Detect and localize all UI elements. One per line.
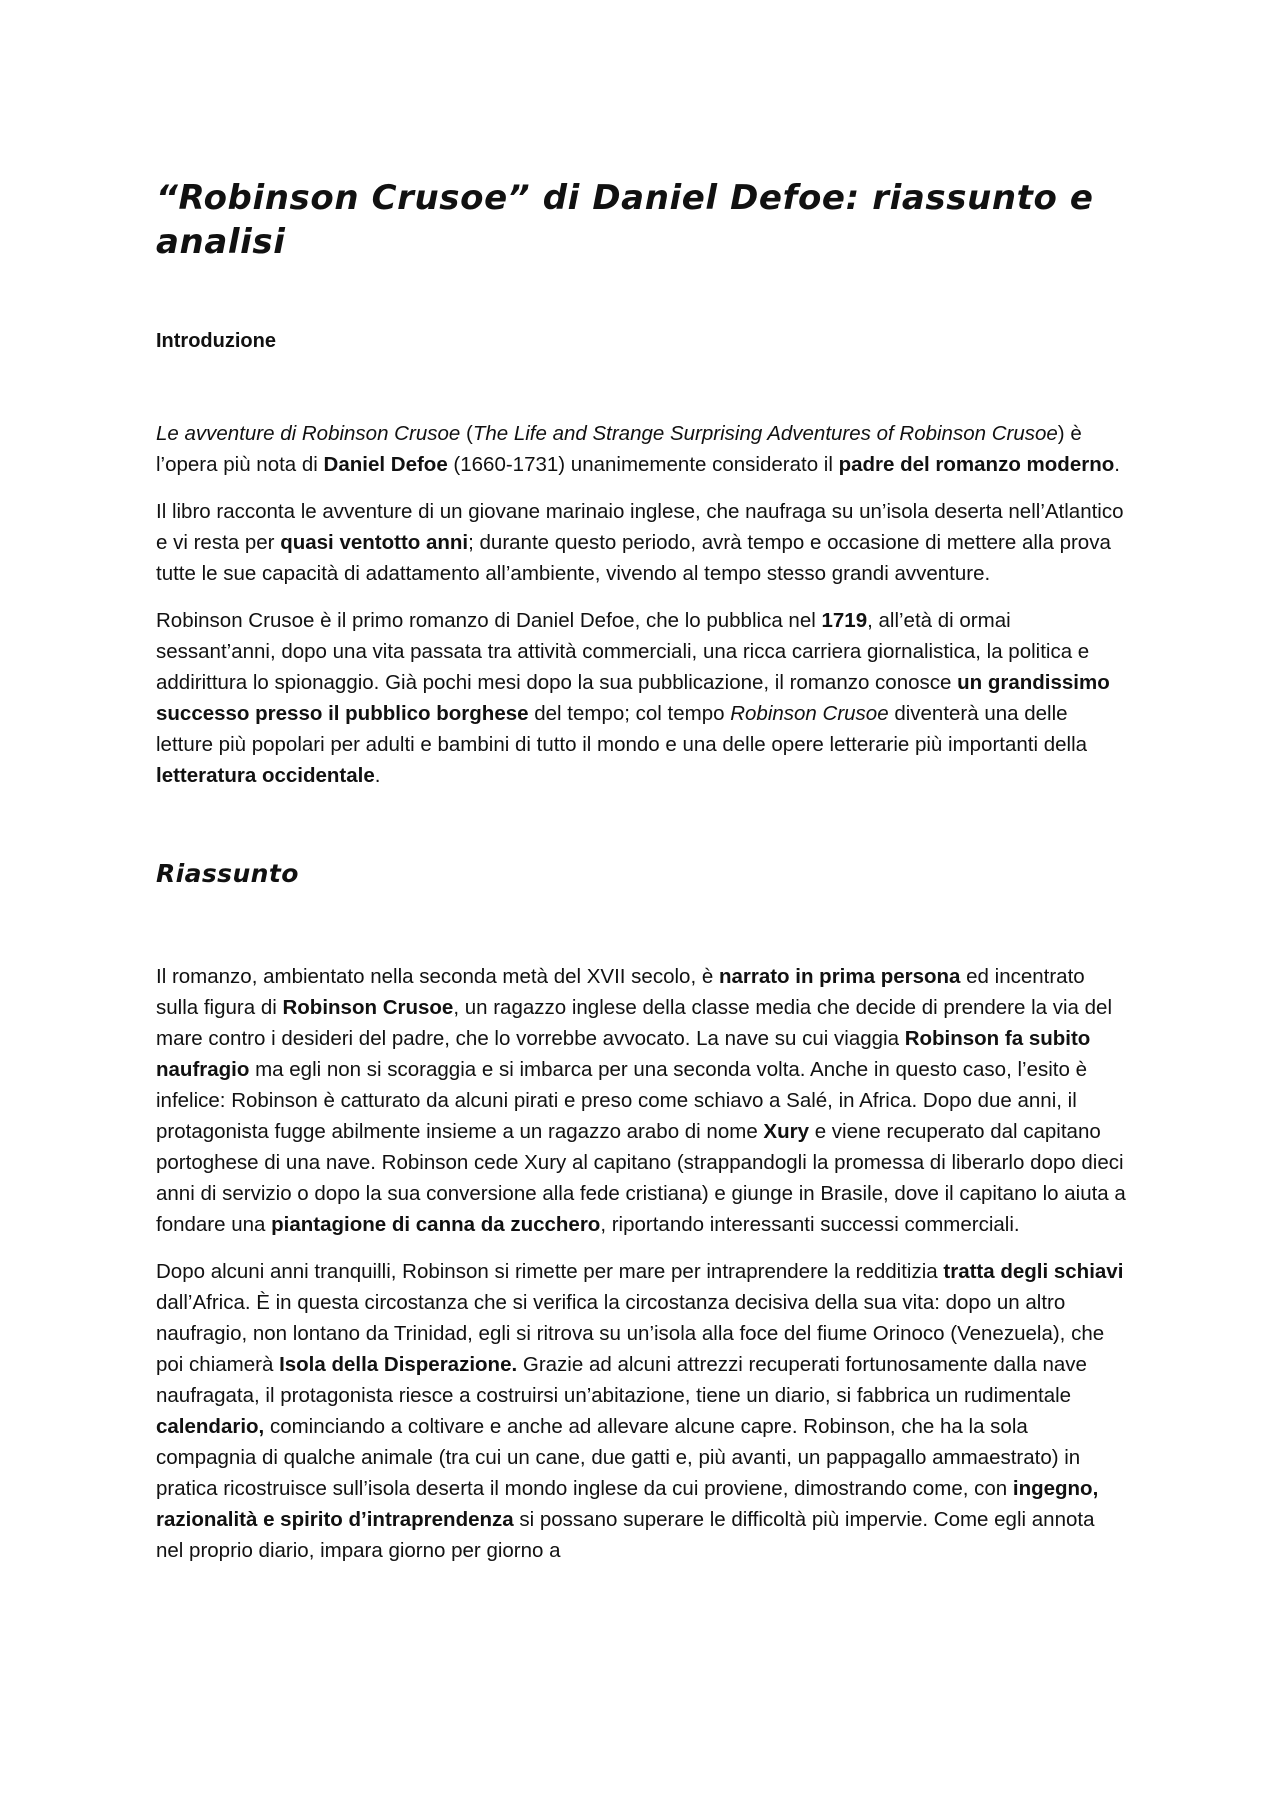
document-title: “Robinson Crusoe” di Daniel Defoe: riassunto e analisi: [156, 178, 1094, 262]
text-run: si possano superare le difficoltà più impervie. Come egli annota nel proprio diario, impara giorno per giorno a: [156, 1508, 1095, 1562]
text-run: (: [460, 422, 473, 445]
text-run: , riportando interessanti successi commerciali.: [600, 1213, 1020, 1236]
bold-text: piantagione di canna da zucchero: [271, 1213, 601, 1236]
text-run: ed incentrato sulla figura di: [156, 965, 1085, 1019]
text-run: (1660-1731) unanimemente considerato il: [447, 453, 839, 476]
summary-section: [156, 961, 1126, 1566]
bold-text: Robinson fa subito naufragio: [156, 1027, 1091, 1081]
summary-heading: Riassunto: [156, 859, 299, 888]
text-run: .: [1114, 453, 1120, 476]
bold-text: narrato in prima persona: [718, 965, 961, 988]
bold-text: ingegno, razionalità e spirito d’intraprendenza: [156, 1477, 1099, 1531]
paragraph: [156, 418, 1126, 480]
italic-text: The Life and Strange Surprising Adventures of Robinson Crusoe: [472, 422, 1058, 445]
paragraph: [156, 961, 1126, 1240]
paragraph: [156, 605, 1126, 791]
bold-text: Daniel Defoe: [323, 453, 448, 476]
bold-text: Xury: [763, 1120, 809, 1143]
text-run: del tempo; col tempo: [528, 702, 731, 725]
text-run: cominciando a coltivare e anche ad allevare alcune capre. Robinson, che ha la sola compagnia di qualche animale (tra cui un cane, due gatti e, più avanti, un pappagallo ammaestrato) in pratica ricostruisce sull’isola deserta il mondo inglese da cui proviene, dimostrando come, con: [156, 1415, 1081, 1500]
bold-text: Robinson Crusoe: [282, 996, 454, 1019]
document-content: [156, 176, 1126, 1566]
bold-text: 1719: [821, 609, 868, 632]
text-run: ; durante questo periodo, avrà tempo e occasione di mettere alla prova tutte le sue capacità di adattamento all’ambiente, vivendo al tempo stesso grandi avventure.: [156, 531, 1111, 585]
bold-text: letteratura occidentale: [156, 764, 375, 787]
bold-text: padre del romanzo moderno: [838, 453, 1115, 476]
intro-section: [156, 418, 1126, 791]
paragraph: [156, 1256, 1126, 1566]
paragraph: [156, 496, 1126, 589]
text-run: dall’Africa. È in questa circostanza che si verifica la circostanza decisiva della sua vita: dopo un altro naufragio, non lontano da Trinidad, egli si ritrova su un’isola alla foce del fiume Orinoco (Venezuela), che poi chiamerà: [156, 1291, 1105, 1376]
italic-text: Le avventure di Robinson Crusoe: [156, 422, 461, 445]
text-run: e viene recuperato dal capitano portoghese di una nave. Robinson cede Xury al capitano (strappandogli la promessa di liberarlo dopo dieci anni di servizio o dopo la sua conversione alla fede cristiana) e giunge in Brasile, dove il capitano lo aiuta a fondare una: [156, 1120, 1126, 1236]
text-run: , all’età di ormai sessant’anni, dopo una vita passata tra attività commerciali, una ricca carriera giornalistica, la politica e addirittura lo spionaggio. Già pochi mesi dopo la sua pubblicazione, il romanzo conosce: [156, 609, 1090, 694]
text-run: Il romanzo, ambientato nella seconda metà del XVII secolo, è: [156, 965, 719, 988]
bold-text: tratta degli schiavi: [943, 1260, 1124, 1283]
bold-text: Isola della Disperazione.: [279, 1353, 518, 1376]
bold-text: calendario,: [156, 1415, 265, 1438]
bold-text: un grandissimo successo presso il pubblico borghese: [156, 671, 1110, 725]
text-run: diventerà una delle letture più popolari per adulti e bambini di tutto il mondo e una delle opere letterarie più importanti della: [156, 702, 1088, 756]
text-run: ma egli non si scoraggia e si imbarca per una seconda volta. Anche in questo caso, l’esito è infelice: Robinson è catturato da alcuni pirati e preso come schiavo a Salé, in Africa. Dopo due anni, il protagonista fugge abilmente insieme a un ragazzo arabo di nome: [156, 1058, 1087, 1143]
italic-text: Robinson Crusoe: [730, 702, 889, 725]
text-run: Robinson Crusoe è il primo romanzo di Daniel Defoe, che lo pubblica nel: [156, 609, 822, 632]
text-run: Dopo alcuni anni tranquilli, Robinson si rimette per mare per intraprendere la redditizia: [156, 1260, 944, 1283]
text-run: Grazie ad alcuni attrezzi recuperati fortunosamente dalla nave naufragata, il protagonista riesce a costruirsi un’abitazione, tiene un diario, si fabbrica un rudimentale: [156, 1353, 1087, 1407]
text-run: , un ragazzo inglese della classe media che decide di prendere la via del mare contro i desideri del padre, che lo vorrebbe avvocato. La nave su cui viaggia: [156, 996, 1113, 1050]
bold-text: quasi ventotto anni: [280, 531, 469, 554]
text-run: .: [374, 764, 381, 787]
intro-heading: Introduzione: [156, 330, 276, 352]
text-run: ) è l’opera più nota di: [156, 422, 1082, 476]
text-run: Il libro racconta le avventure di un giovane marinaio inglese, che naufraga su un’isola deserta nell’Atlantico e vi resta per: [156, 500, 1124, 554]
